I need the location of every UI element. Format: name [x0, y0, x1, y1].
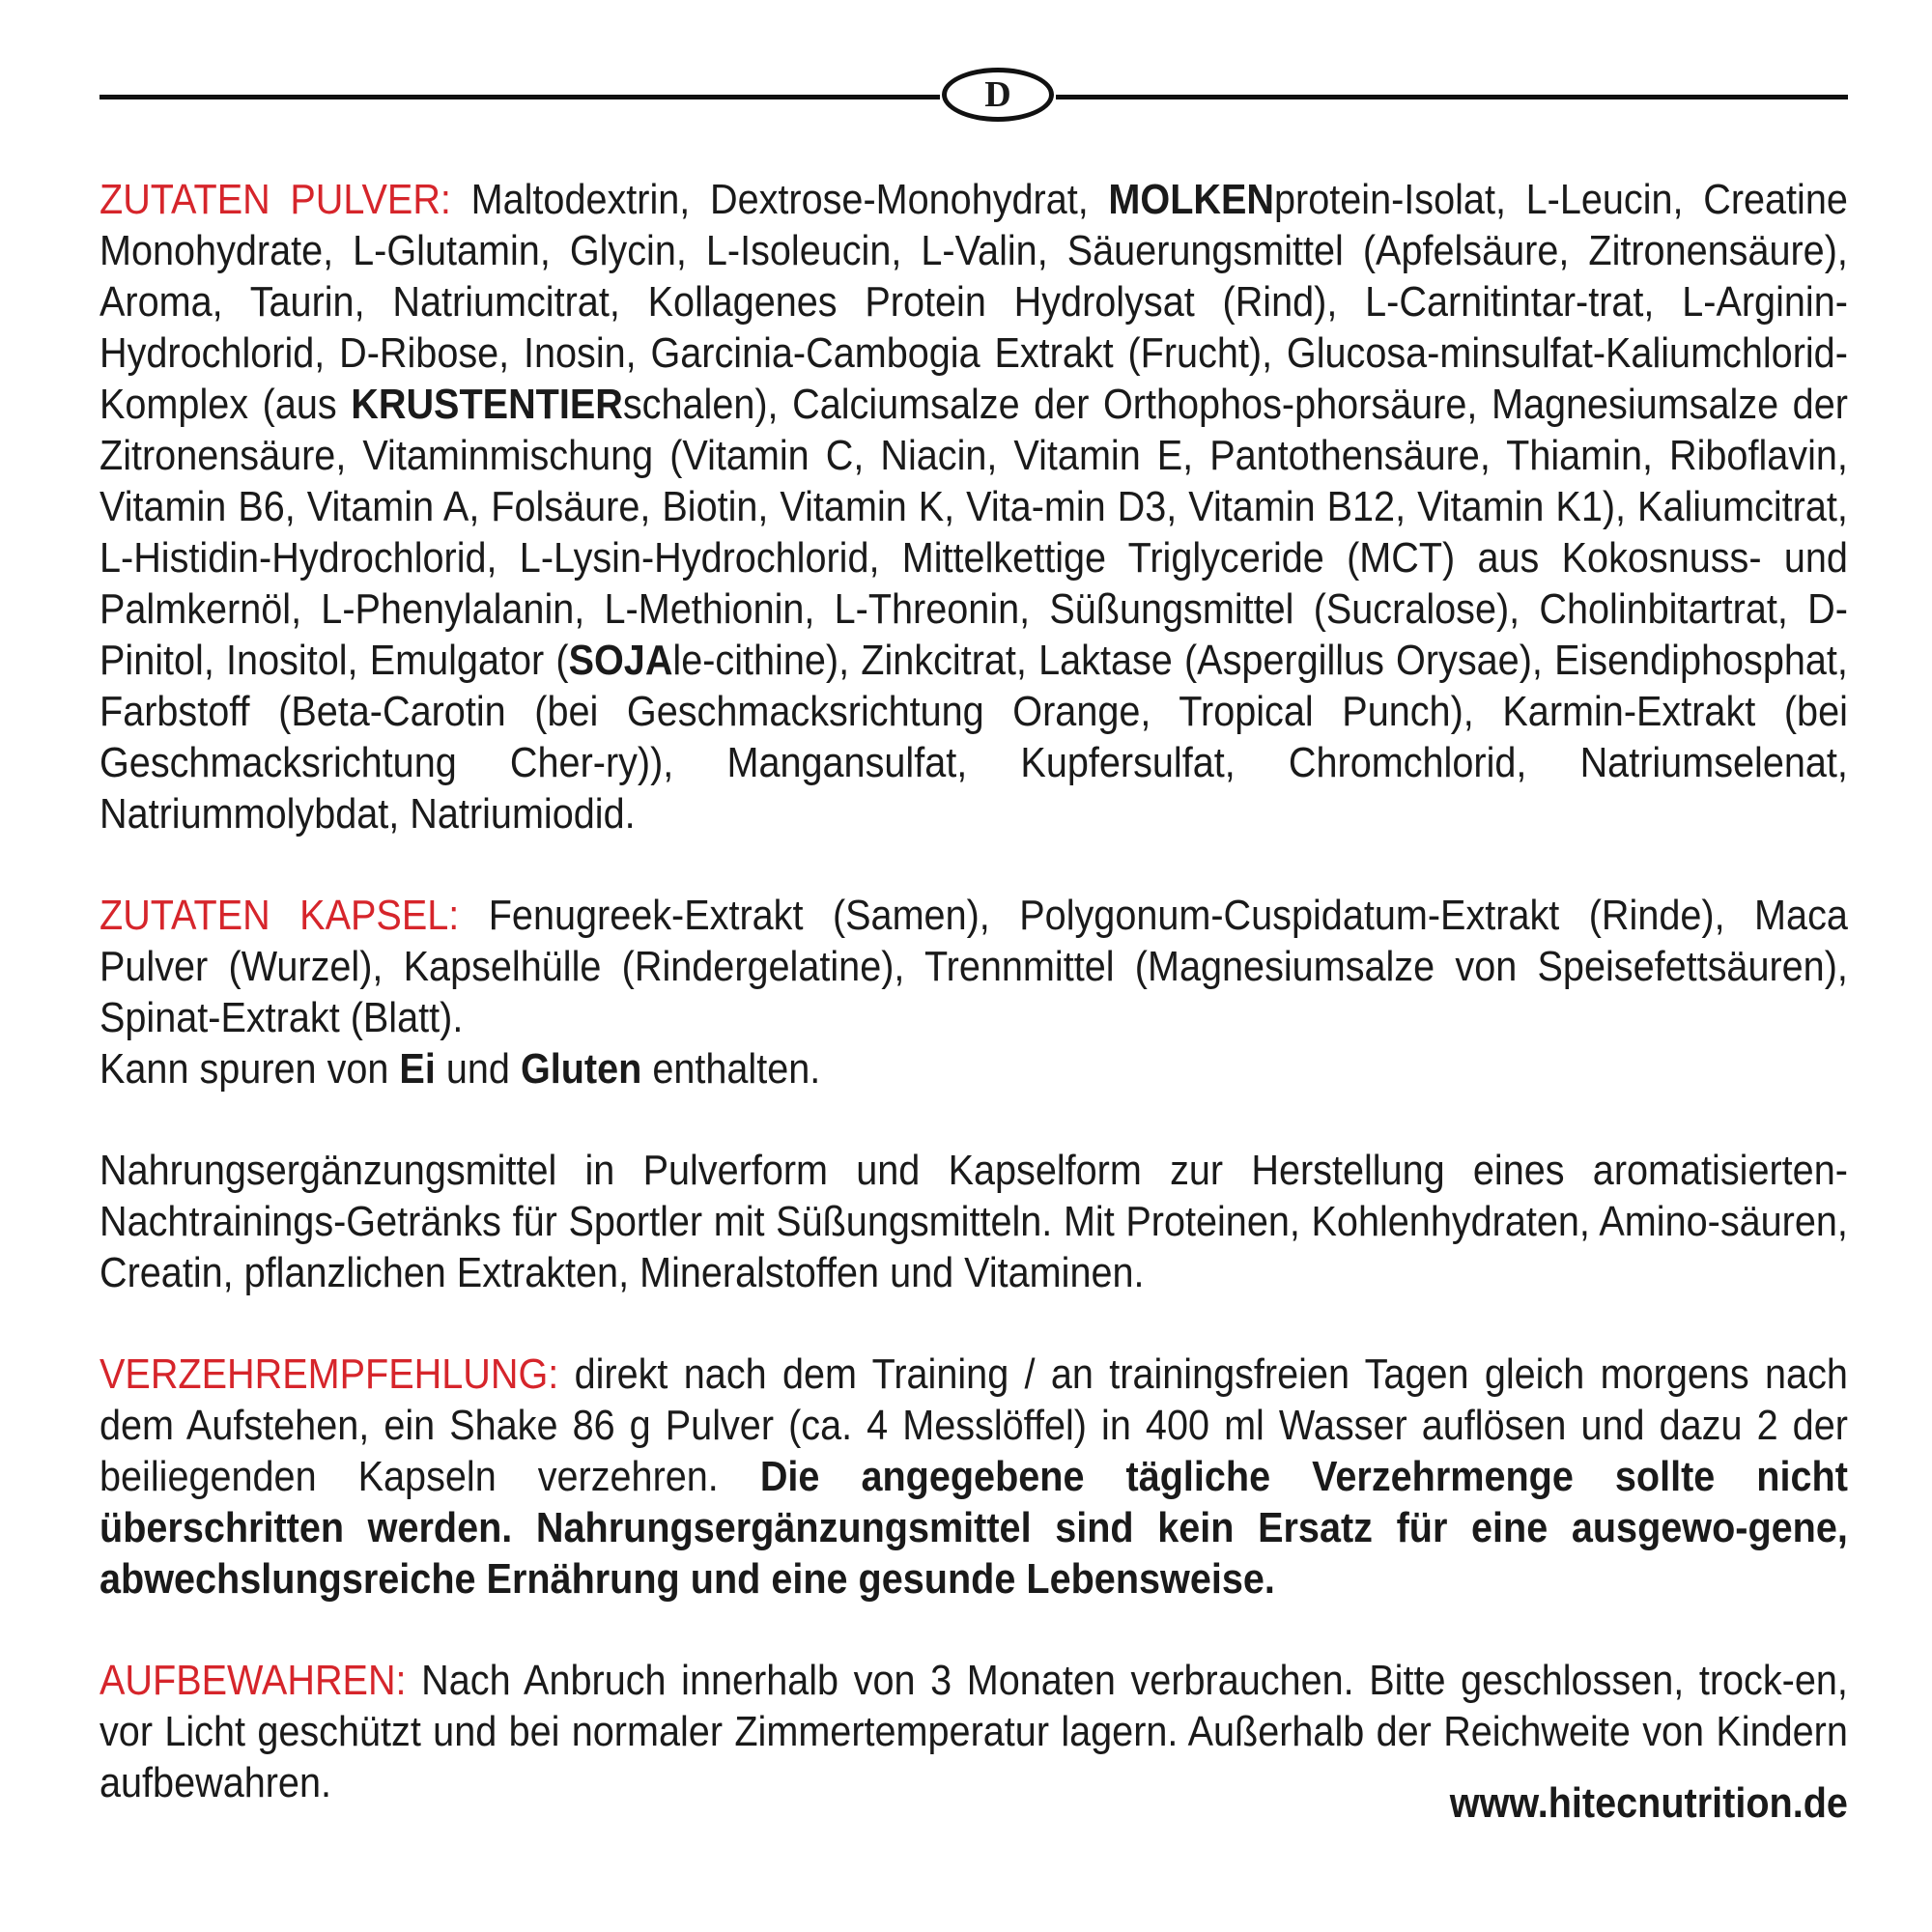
traces-note: [99, 1043, 1848, 1094]
storage-text: Nach Anbruch innerhalb von 3 Monaten verbrauchen. Bitte geschlossen, trock-en, vor Licht geschützt und bei normaler Zimmertemperatur lagern. Außerhalb der Reichweite von Kindern aufbewahren.: [99, 1657, 1848, 1806]
capsule-ingredients: [99, 890, 1848, 1043]
recommendation-warning: Die angegebene tägliche Verzehrmenge sollte nicht überschritten werden. Nahrungsergänzungsmittel sind kein Ersatz für eine ausgewo-gene, abwechslungsreiche Ernährung und eine gesunde Lebensweise.: [99, 1453, 1848, 1603]
consumption-recommendation: [99, 1349, 1848, 1605]
language-header: [99, 68, 1848, 129]
language-badge-letter: D: [984, 74, 1011, 115]
capsule-ingredients-label: ZUTATEN KAPSEL:: [99, 892, 460, 939]
allergen-crustacean: KRUSTENTIER: [351, 381, 623, 428]
recommendation-label: VERZEHREMPFEHLUNG:: [99, 1350, 559, 1398]
allergen-egg: Ei: [399, 1045, 436, 1093]
traces-text-1: Kann spuren von: [99, 1045, 400, 1093]
powder-text-1: Maltodextrin, Dextrose-Monohydrat,: [450, 176, 1109, 223]
powder-text-3: schalen), Calciumsalze der Orthophos-phorsäure, Magnesiumsalze der Zitronensäure, Vitaminmischung (Vitamin C, Niacin, Vitamin E, Pantothensäure, Thiamin, Riboflavin, Vitamin B6, Vitamin A, Folsäure, Biotin, Vitamin K, Vita-min D3, Vitamin B12, Vitamin K1), Kaliumcitrat, L-Histidin-Hydrochlorid, L-Lysin-Hydrochlorid, Mittelkettige Triglyceride (MCT) aus Kokosnuss- und Palmkernöl, L-Phenylalanin, L-Methionin, L-Threonin, Süßungsmittel (Sucralose), Cholinbitartrat, D-Pinitol, Inositol, Emulgator (: [99, 381, 1848, 684]
allergen-soy: SOJA: [568, 637, 673, 684]
powder-text-2: protein-Isolat, L-Leucin, Creatine Monohydrate, L-Glutamin, Glycin, L-Isoleucin, L-Valin, Säuerungsmittel (Apfelsäure, Zitronensäure), Aroma, Taurin, Natriumcitrat, Kollagenes Protein Hydrolysat (Rind), L-Carnitintar-trat, L-Arginin-Hydrochlorid, D-Ribose, Inosin, Garcinia-Cambogia Extrakt (Frucht), Glucosa-minsulfat-Kaliumchlorid-Komplex (aus: [99, 176, 1848, 428]
recommendation-text: direkt nach dem Training / an trainingsfreien Tagen gleich morgens nach dem Aufstehen, ein Shake 86 g Pulver (ca. 4 Messlöffel) in 400 ml Wasser auflösen und dazu 2 der beiliegenden Kapseln verzehren.: [99, 1350, 1848, 1500]
powder-ingredients: [99, 174, 1848, 839]
header-rule-left: [99, 95, 940, 99]
product-description-text: Nahrungsergänzungsmittel in Pulverform und Kapselform zur Herstellung eines aromatisierten-Nachtrainings-Getränks für Sportler mit Süßungsmitteln. Mit Proteinen, Kohlenhydraten, Amino-säuren, Creatin, pflanzlichen Extrakten, Mineralstoffen und Vitaminen.: [99, 1147, 1848, 1296]
powder-text-4: le-cithine), Zinkcitrat, Laktase (Aspergillus Orysae), Eisendiphosphat, Farbstoff (Beta-Carotin (bei Geschmacksrichtung Orange, Tropical Punch), Karmin-Extrakt (bei Geschmacksrichtung Cher-ry)), Mangansulfat, Kupfersulfat, Chromchlorid, Natriumselenat, Natriummolybdat, Natriumiodid.: [99, 637, 1848, 838]
allergen-whey: MOLKEN: [1108, 176, 1275, 223]
traces-text-3: enthalten.: [641, 1045, 821, 1093]
traces-text-2: und: [435, 1045, 521, 1093]
capsule-text: Fenugreek-Extrakt (Samen), Polygonum-Cuspidatum-Extrakt (Rinde), Maca Pulver (Wurzel), Kapselhülle (Rindergelatine), Trennmittel (Magnesiumsalze von Speisefettsäuren), Spinat-Extrakt (Blatt).: [99, 892, 1848, 1041]
powder-ingredients-label: ZUTATEN PULVER:: [99, 176, 451, 223]
allergen-gluten: Gluten: [520, 1045, 642, 1093]
language-badge: [942, 68, 1054, 122]
storage-label: AUFBEWAHREN:: [99, 1657, 407, 1704]
website-url[interactable]: www.hitecnutrition.de: [1449, 1779, 1848, 1827]
product-description: [99, 1145, 1848, 1298]
header-rule-right: [1056, 95, 1848, 99]
